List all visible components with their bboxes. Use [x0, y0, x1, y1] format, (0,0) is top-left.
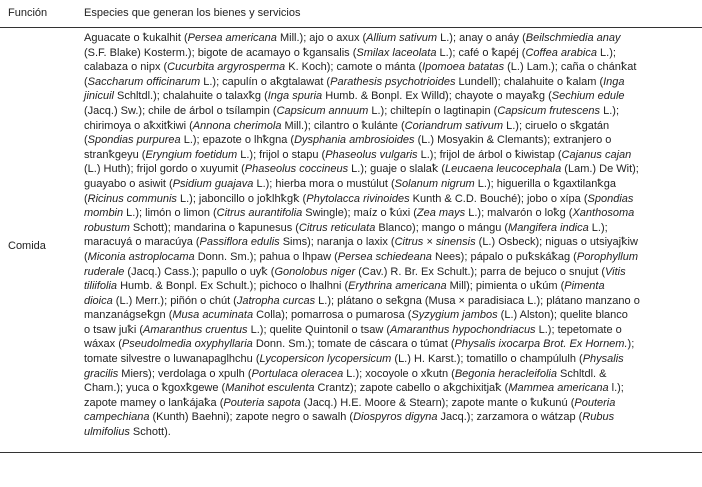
species-text: L.); hierba mora o mustúlut ( — [253, 177, 395, 190]
function-cell: Comida — [8, 240, 46, 252]
scientific-name: Musa acuminata — [172, 309, 254, 322]
scientific-name: ruderale — [84, 265, 125, 278]
scientific-name: Mammea americana — [508, 382, 609, 395]
species-text-line — [84, 148, 640, 163]
species-text: (Cav.) R. Br. Ex Schult.); parra de bejuco o snujut ( — [355, 265, 606, 278]
species-text-line — [84, 294, 640, 309]
species-text: (Jacq.) H.E. Moore & Stearn); zapote mante o ꝁuꝁunú ( — [300, 396, 575, 409]
species-text-line — [84, 410, 640, 425]
species-text-line — [84, 308, 640, 323]
species-text: L.); frijol o stapu ( — [237, 148, 326, 161]
species-text-line — [84, 192, 640, 207]
scientific-name: Citrus × sinensis — [394, 236, 476, 249]
species-text: (Lam.) De Wit); — [561, 163, 639, 176]
scientific-name: gracilis — [84, 367, 119, 380]
species-text-line — [84, 206, 640, 221]
scientific-name: Citrus aurantifolia — [216, 207, 303, 220]
scientific-name: Ricinus communis — [87, 192, 177, 205]
species-text-line — [84, 46, 640, 61]
species-text: tomate silvestre o luwanapaglhchu ( — [84, 353, 260, 366]
species-text: Lundell); chalahuite o ꝁalam ( — [455, 75, 604, 88]
scientific-name: Passiflora edulis — [199, 236, 280, 249]
scientific-name: Persea americana — [187, 32, 277, 44]
species-text: ( — [84, 75, 88, 88]
scientific-name: Leucaena leucocephala — [445, 163, 562, 176]
species-text: l.); — [608, 382, 624, 395]
species-text-line — [84, 250, 640, 265]
species-text: wáxax ( — [84, 338, 122, 351]
species-text-line — [84, 177, 640, 192]
scientific-name: Cajanus cajan — [561, 148, 632, 161]
species-text: Schltdl.); chalahuite o talaxꝁg ( — [113, 90, 268, 103]
species-text-line — [84, 323, 640, 338]
species-text: L.); malvarón o loꝁg ( — [465, 207, 573, 220]
species-text: Miers); verdolaga o xpulh ( — [118, 367, 252, 380]
species-text: L.); — [596, 46, 616, 59]
scientific-name: Amaranthus hypochondriacus — [390, 323, 536, 336]
species-text: (Jacq.) Sw.); chile de árbol o tsílampin ( — [84, 104, 277, 117]
species-text-line — [84, 352, 640, 367]
scientific-name: Inga spuria — [267, 90, 323, 103]
table-row — [0, 28, 702, 453]
scientific-name: Diospyros digyna — [353, 411, 438, 424]
scientific-name: Sechium edule — [551, 90, 625, 103]
species-text: Jacq.); zarzamora o wátzap ( — [437, 411, 583, 424]
species-text: Swingle); maíz o ꝁúxi ( — [302, 207, 417, 220]
species-text: L.); ciruelo o sꝁgatán — [503, 119, 610, 132]
species-text-line — [84, 367, 640, 382]
scientific-name: Physalis ixocarpa Brot. Ex Hornem. — [454, 338, 628, 351]
species-text: L.); — [588, 221, 608, 234]
species-text-line — [84, 235, 640, 250]
scientific-name: Ipomoea batatas — [422, 61, 505, 74]
species-text: L.); higuerilla o ꝁgaxtilanꝁga — [474, 177, 616, 190]
species-text: L.); limón o limon ( — [123, 207, 217, 220]
species-text: L.); xocoyole o xꝁutn ( — [343, 367, 455, 380]
header-funcion: Función — [8, 7, 48, 19]
species-text: Kunth & C.D. Bouché); jobo o xípa ( — [409, 192, 588, 205]
scientific-name: Pseudolmedia oxyphyllaria — [121, 338, 253, 351]
scientific-name: Spondias purpurea — [87, 134, 181, 147]
scientific-name: Porophyllum — [576, 250, 638, 263]
species-text-line — [84, 396, 640, 411]
species-text-line — [84, 381, 640, 396]
scientific-name: robustum — [84, 221, 130, 234]
scientific-name: Syzygium jambos — [411, 309, 498, 322]
species-text: Colla); pomarrosa o pumarosa ( — [253, 309, 412, 322]
scientific-name: Coriandrum sativum — [404, 119, 504, 132]
scientific-name: Coffea arabica — [525, 46, 597, 59]
scientific-name: Capsicum frutescens — [497, 104, 601, 117]
scientific-name: Manihot esculenta — [225, 382, 315, 395]
scientific-name: Lycopersicon lycopersicum — [259, 353, 392, 366]
scientific-name: Phaseolus coccineus — [244, 163, 349, 176]
scientific-name: Spondias — [587, 192, 634, 205]
scientific-name: Dysphania ambrosioides — [294, 134, 415, 147]
scientific-name: Physalis — [582, 353, 624, 366]
species-text-line — [84, 60, 640, 75]
species-text: Donn. Sm.); tomate de cáscara o túmat ( — [252, 338, 455, 351]
scientific-name: Pimenta — [564, 280, 605, 293]
species-text-line — [84, 279, 640, 294]
species-text: ); — [627, 338, 635, 351]
species-text: guayabo o asiwit ( — [84, 177, 173, 190]
species-text: L.); café o ꝁapéj ( — [436, 46, 526, 59]
scientific-name: dioica — [84, 294, 113, 307]
species-text-line — [84, 104, 640, 119]
scientific-name: Pouteria sapota — [223, 396, 301, 409]
scientific-name: Phaseolus vulgaris — [325, 148, 418, 161]
scientific-name: Xanthosoma — [572, 207, 635, 220]
species-text: (Jacq.) Cass.); papullo o uyꝁ ( — [124, 265, 275, 278]
species-text-line — [84, 75, 640, 90]
species-text-line — [84, 265, 640, 280]
species-text: manzanágseꝁgn ( — [84, 309, 173, 322]
scientific-name: Citrus reticulata — [298, 221, 376, 234]
species-text: L.); chiltepín o lagtinapin ( — [368, 104, 498, 117]
species-cell — [84, 31, 640, 440]
species-text: ( — [84, 250, 88, 263]
scientific-name: Cucurbita argyrosperma — [167, 61, 286, 74]
species-text: Mill.); cilantro o ꝁulánte ( — [281, 119, 405, 132]
scientific-name: Begonia heracleifolia — [454, 367, 557, 380]
scientific-name: Annona cherimola — [192, 119, 282, 132]
scientific-name: campechiana — [84, 411, 150, 424]
species-text: o tsaw juꝁi ( — [84, 323, 143, 336]
scientific-name: Gonolobus niger — [274, 265, 356, 278]
species-text: zapote mamey o lanꝁájaꝁa ( — [84, 396, 224, 409]
species-text: L.); — [600, 104, 619, 117]
species-text: L.); guaje o slalaꝁ ( — [348, 163, 446, 176]
species-text: Schltdl. & — [556, 367, 607, 380]
species-text: (L.) Alston); quelite blanco — [497, 309, 628, 322]
species-text: (L.) Mosyakin & Clemants); extranjero o — [414, 134, 612, 147]
scientific-name: mombin — [84, 207, 124, 220]
scientific-name: Allium sativum — [366, 32, 438, 44]
species-text: L.); anay o anáy ( — [437, 32, 526, 44]
species-text: Mill.); ajo o axux ( — [276, 32, 367, 44]
species-text: Aguacate o ꝁukalhit ( — [84, 32, 188, 44]
scientific-name: Inga — [603, 75, 625, 88]
scientific-name: Zea mays — [416, 207, 466, 220]
scientific-name: Miconia astroplocama — [87, 250, 195, 263]
species-text: L.); quelite Quintonil o tsaw ( — [247, 323, 391, 336]
species-text: stranꝁgeyu ( — [84, 148, 146, 161]
species-text-line — [84, 162, 640, 177]
species-text: Cham.); yuca o ꝁgoxꝁgewe ( — [84, 382, 226, 395]
species-text: (L.) Osbeck); niguas o utsiyajꝁiw — [475, 236, 638, 249]
table-header — [0, 0, 702, 28]
species-text-line — [84, 221, 640, 236]
species-text: (L.) Merr.); piñón o chút ( — [112, 294, 237, 307]
scientific-name: Eryngium foetidum — [145, 148, 238, 161]
species-text: (L.) H. Karst.); tomatillo o champúlulh ( — [391, 353, 583, 366]
species-text: L.); plátano o seꝁgna (Musa × paradisiaca L.); plátano manzano o — [315, 294, 640, 307]
scientific-name: tiliifolia — [84, 280, 118, 293]
species-text: Schott); mandarina o ꝁapunesus ( — [129, 221, 299, 234]
species-text: (S.F. Blake) Kosterm.); bigote de acamayo o ꝁgansalis ( — [84, 46, 357, 59]
scientific-name: Vitis — [605, 265, 626, 278]
species-text: (L.) Lam.); caña o chánꝁat — [504, 61, 637, 74]
scientific-name: Saccharum officinarum — [87, 75, 201, 88]
species-text: calabaza o nipx ( — [84, 61, 168, 74]
species-text: Humb. & Bonpl. Ex Willd); chayote o mayaꝁg ( — [322, 90, 552, 103]
species-text: L.); capulín o aꝁgtalawat ( — [200, 75, 331, 88]
species-text: ( — [84, 192, 88, 205]
species-text: Schott). — [129, 426, 171, 439]
species-text-line — [84, 337, 640, 352]
species-text: K. Koch); camote o mánta ( — [285, 61, 423, 74]
species-text: Nees); pápalo o puꝁskáꝁag ( — [431, 250, 577, 263]
species-text: L.); tepetomate o — [535, 323, 622, 336]
species-text: Blanco); mango o mángu ( — [375, 221, 509, 234]
scientific-name: Persea schiedeana — [337, 250, 432, 263]
species-text: Crantz); zapote cabello o aꝁgchixitjaꝁ ( — [314, 382, 509, 395]
species-text: L.); epazote o lhꝁgna ( — [180, 134, 295, 147]
scientific-name: Smilax laceolata — [356, 46, 437, 59]
scientific-name: Erythrina americana — [348, 280, 447, 293]
species-text-line — [84, 425, 640, 440]
scientific-name: Pouteria — [574, 396, 616, 409]
species-text: ( — [84, 134, 88, 147]
species-text-line — [84, 31, 640, 46]
species-text: Humb. & Bonpl. Ex Schult.); pichoco o lhalhni ( — [117, 280, 349, 293]
scientific-name: Amaranthus cruentus — [143, 323, 248, 336]
species-text: Mill); pimienta o uꝁúm ( — [446, 280, 565, 293]
scientific-name: Phytolacca rivinoides — [306, 192, 410, 205]
scientific-name: Solanum nigrum — [394, 177, 475, 190]
header-especies: Especies que generan los bienes y servicios — [84, 7, 301, 19]
species-text-line — [84, 119, 640, 134]
species-text: chirimoya o aꝁxitꝁiwi ( — [84, 119, 193, 132]
species-text: L.); frijol de árbol o ꝁiwistap ( — [417, 148, 562, 161]
species-text: maracuyá o maracúya ( — [84, 236, 200, 249]
scientific-name: Psidium guajava — [172, 177, 254, 190]
species-text-line — [84, 133, 640, 148]
species-text-line — [84, 89, 640, 104]
species-text: (L.) Huth); frijol gordo o xuyumit ( — [84, 163, 245, 176]
scientific-name: Beilschmiedia anay — [525, 32, 621, 44]
scientific-name: Portulaca oleracea — [251, 367, 344, 380]
scientific-name: Mangifera indica — [508, 221, 589, 234]
scientific-name: Capsicum annuum — [276, 104, 369, 117]
species-text: Donn. Sm.); pahua o lhpaw ( — [194, 250, 338, 263]
scientific-name: Jatropha curcas — [236, 294, 316, 307]
scientific-name: Rubus — [582, 411, 615, 424]
scientific-name: ulmifolius — [84, 426, 130, 439]
scientific-name: Parathesis psychotrioides — [330, 75, 456, 88]
species-text: (Kunth) Baehni); zapote negro o sawalh ( — [149, 411, 354, 424]
species-text: Sims); naranja o laxix ( — [279, 236, 395, 249]
species-text: L.); jaboncillo o joꝁlhꝁgꝁ ( — [176, 192, 307, 205]
scientific-name: jinicuil — [84, 90, 114, 103]
